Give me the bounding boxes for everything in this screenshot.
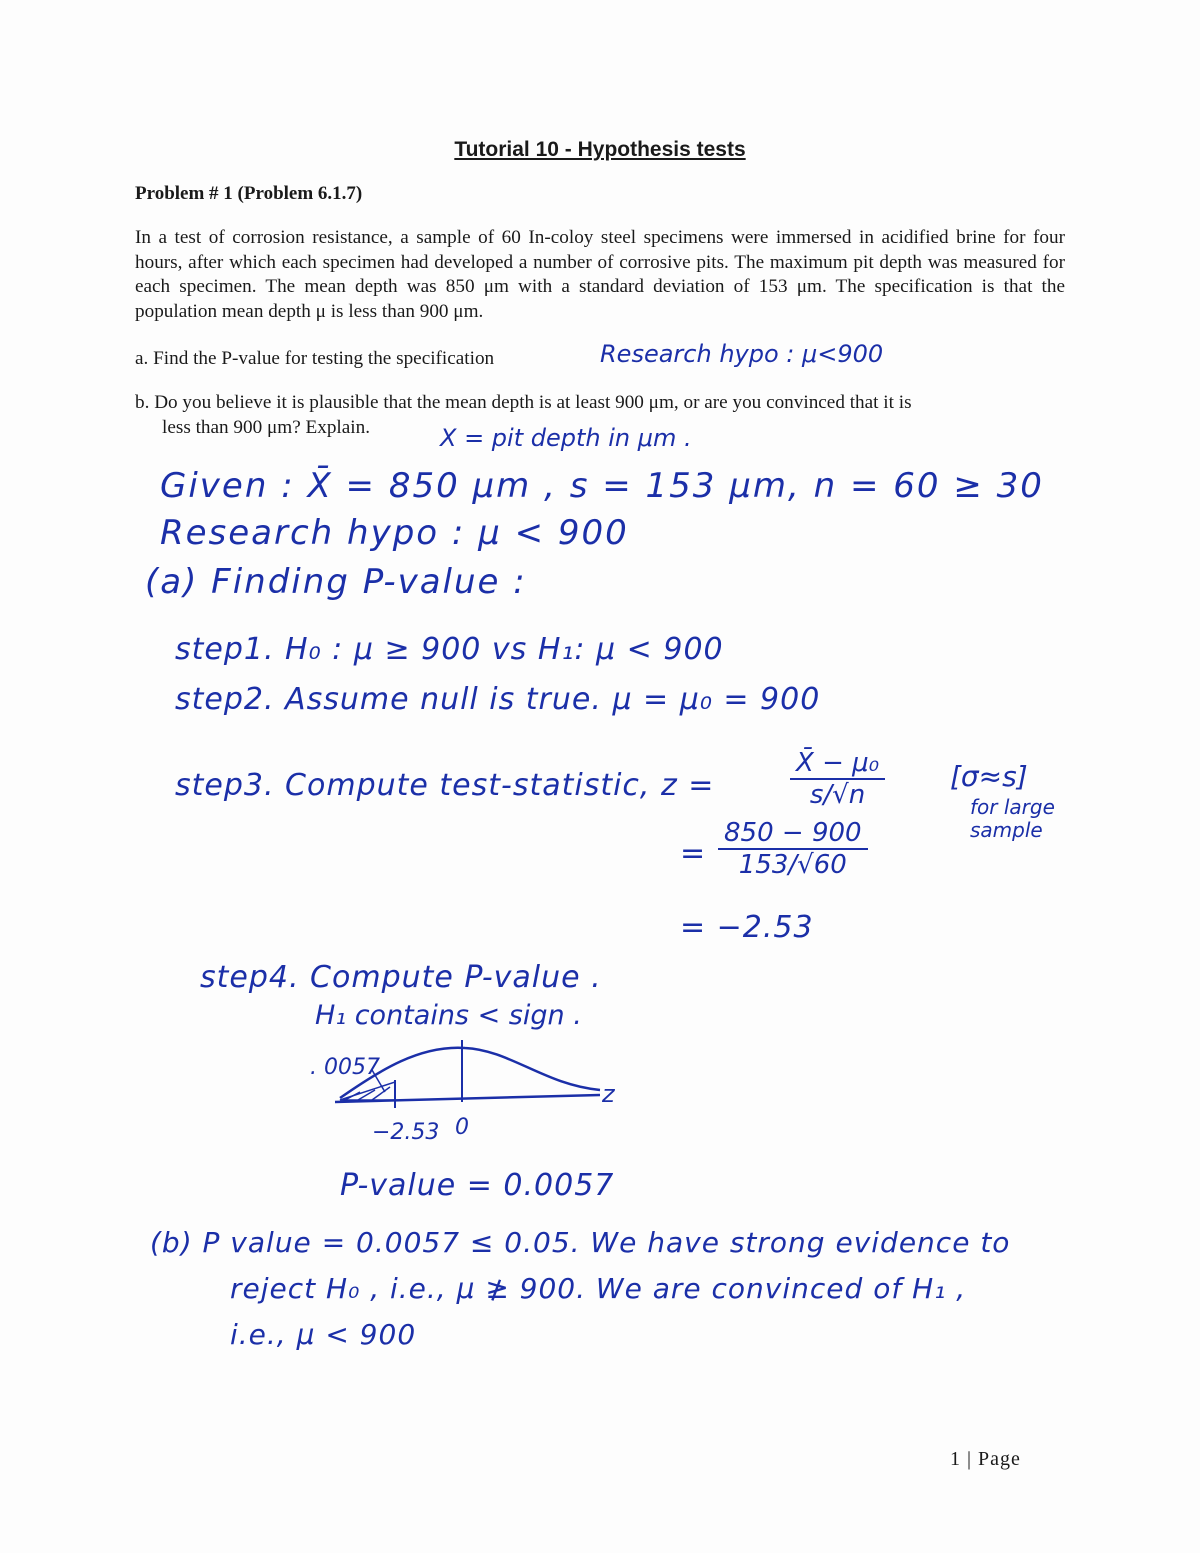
finding-p-value-heading: (a) Finding P-value :: [145, 562, 527, 602]
z-substitution-denominator: 153/√60: [738, 850, 847, 880]
step-3: step3. Compute test-statistic, z =: [175, 768, 715, 803]
tick-label-zero: 0: [455, 1115, 469, 1140]
research-hypothesis-note: Research hypo : μ<900: [600, 340, 884, 368]
x-definition: X = pit depth in μm .: [440, 424, 692, 452]
z-formula-denominator: s/√n: [809, 780, 866, 810]
question-b-line2: less than 900 μm? Explain.: [162, 416, 370, 438]
given-line: Given : X̄ = 850 μm , s = 153 μm, n = 60 ≥ 30: [160, 466, 1044, 506]
z-formula-numerator: X̄ − μ₀: [790, 748, 885, 780]
problem-heading: Problem # 1 (Problem 6.1.7): [135, 183, 363, 204]
sigma-approx-note: [σ≈s]: [950, 760, 1028, 793]
z-substitution-numerator: 850 − 900: [718, 818, 868, 850]
z-value: = −2.53: [680, 910, 814, 945]
tick-label-neg: −2.53: [372, 1120, 440, 1145]
large-sample-note-2: sample: [970, 818, 1043, 842]
problem-statement: In a test of corrosion resistance, a sample of 60 In-coloy steel specimens were immersed in acidified brine for four hours, after which each specimen had developed a number of corrosive pits. The maximum pit depth was measured for each specimen. The mean depth was 850 μm with a standard deviation of 153 μm. The specification is that the population mean depth μ is less than 900 μm.: [135, 227, 1065, 322]
step-4: step4. Compute P-value .: [200, 960, 602, 995]
research-hypothesis: Research hypo : μ < 900: [160, 513, 629, 553]
part-b-answer-line2: reject H₀ , i.e., μ ≱ 900. We are convinced of H₁ ,: [230, 1272, 967, 1305]
equals-sign: =: [680, 836, 707, 871]
page-number: 1 | Page: [950, 1448, 1021, 1470]
p-value-result: P-value = 0.0057: [340, 1168, 615, 1203]
page-title: Tutorial 10 - Hypothesis tests: [454, 138, 746, 161]
axis-z-label: z: [602, 1080, 615, 1108]
part-b-answer-line1: (b) P value = 0.0057 ≤ 0.05. We have strong evidence to: [150, 1226, 1011, 1259]
h1-contains-sign: H₁ contains < sign .: [315, 1000, 582, 1031]
step-1: step1. H₀ : μ ≥ 900 vs H₁: μ < 900: [175, 632, 724, 667]
question-a: a. Find the P-value for testing the specification: [135, 348, 495, 369]
area-label: . 0057: [310, 1055, 380, 1080]
part-b-answer-line3: i.e., μ < 900: [230, 1318, 417, 1351]
large-sample-note-1: for large: [970, 795, 1055, 819]
step-2: step2. Assume null is true. μ = μ₀ = 900: [175, 682, 821, 717]
question-b-line1: b. Do you believe it is plausible that the mean depth is at least 900 μm, or are you convinced that it is: [135, 392, 912, 413]
